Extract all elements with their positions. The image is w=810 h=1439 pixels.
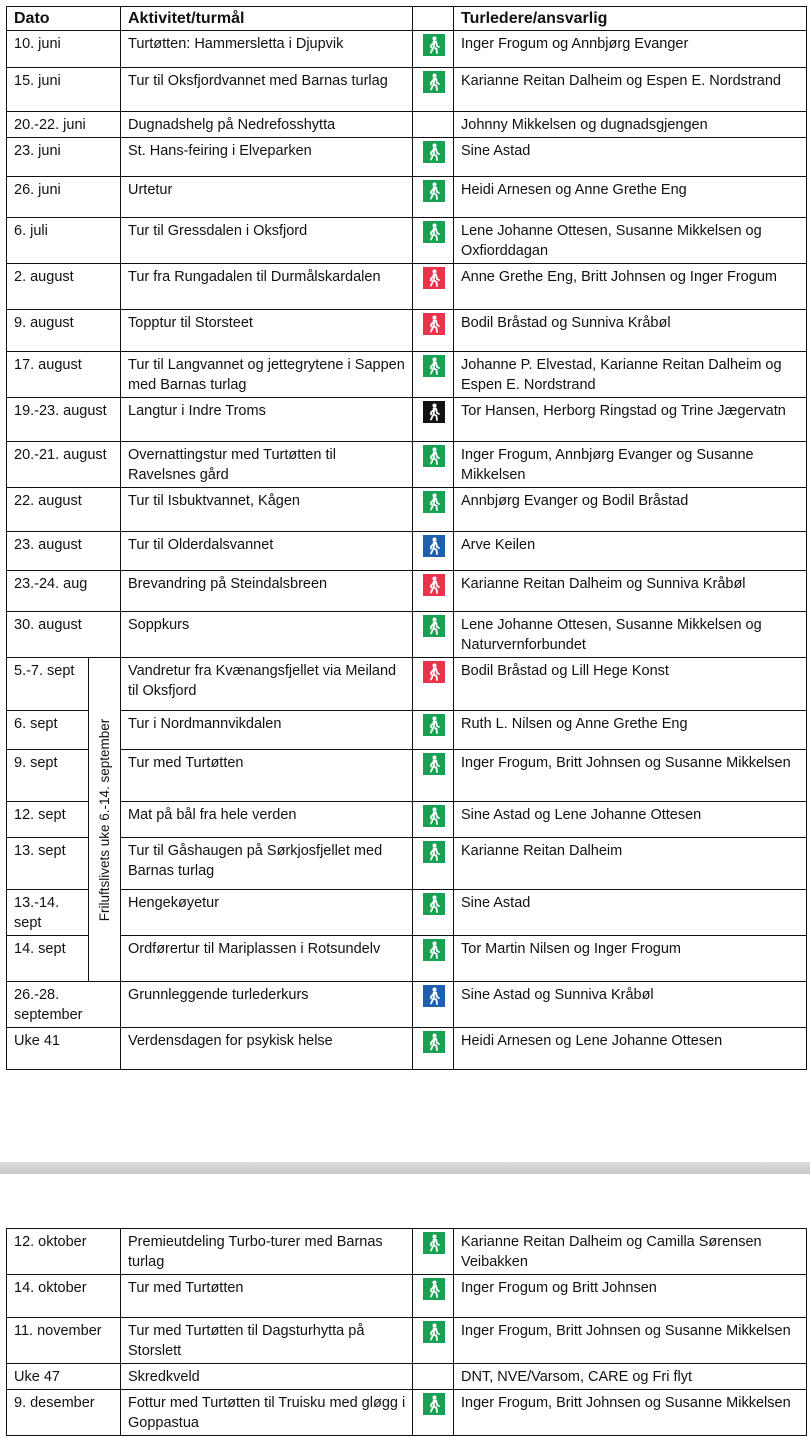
leaders-cell: Heidi Arnesen og Lene Johanne Ottesen [454, 1028, 807, 1070]
activity-cell: Premieutdeling Turbo-turer med Barnas turlag [121, 1229, 413, 1275]
leaders-cell: Karianne Reitan Dalheim og Espen E. Nordstrand [454, 68, 807, 112]
leaders-cell: Inger Frogum og Britt Johnsen [454, 1275, 807, 1318]
activity-cell: Tur til Olderdalsvannet [121, 532, 413, 571]
green-hiker-icon [423, 141, 445, 163]
table-row [7, 571, 807, 612]
green-hiker-icon [423, 893, 445, 915]
leaders-cell: Sine Astad [454, 138, 807, 177]
activity-cell: Vandretur fra Kvænangsfjellet via Meiland til Oksfjord [121, 658, 413, 711]
date-cell: 23.-24. aug [7, 571, 121, 612]
green-hiker-icon [423, 355, 445, 377]
activity-type-cell [413, 442, 454, 488]
table-row [7, 802, 807, 838]
activity-type-cell [413, 398, 454, 442]
activity-cell: Fottur med Turtøtten til Truisku med gløgg i Goppastua [121, 1390, 413, 1436]
leaders-cell: Karianne Reitan Dalheim [454, 838, 807, 890]
leaders-cell: DNT, NVE/Varsom, CARE og Fri flyt [454, 1364, 807, 1390]
activity-cell: Urtetur [121, 177, 413, 218]
activity-type-cell [413, 1028, 454, 1070]
activity-type-cell [413, 711, 454, 750]
header-row [7, 7, 807, 31]
table-row [7, 532, 807, 571]
leaders-cell: Lene Johanne Ottesen, Susanne Mikkelsen og Oxfiorddagan [454, 218, 807, 264]
table-row [7, 1229, 807, 1275]
date-cell: 23. juni [7, 138, 121, 177]
activity-cell: Tur i Nordmannvikdalen [121, 711, 413, 750]
table-row [7, 138, 807, 177]
table-row [7, 352, 807, 398]
activity-type-cell [413, 750, 454, 802]
leaders-cell: Arve Keilen [454, 532, 807, 571]
activity-type-cell [413, 68, 454, 112]
date-cell: 20.-21. august [7, 442, 121, 488]
activity-type-cell [413, 612, 454, 658]
activity-cell: Langtur i Indre Troms [121, 398, 413, 442]
activity-cell: Verdensdagen for psykisk helse [121, 1028, 413, 1070]
black-hiker-icon [423, 401, 445, 423]
friluftsliv-week-label: Friluftslivets uke 6.-14. september [96, 718, 112, 921]
table-row [7, 218, 807, 264]
table-row [7, 612, 807, 658]
leaders-cell: Inger Frogum, Britt Johnsen og Susanne Mikkelsen [454, 1318, 807, 1364]
date-cell: Uke 47 [7, 1364, 121, 1390]
date-cell: 2. august [7, 264, 121, 310]
date-cell: 23. august [7, 532, 121, 571]
green-hiker-icon [423, 753, 445, 775]
table-row [7, 488, 807, 532]
activity-cell: Dugnadshelg på Nedrefosshytta [121, 112, 413, 138]
activity-type-cell [413, 310, 454, 352]
activity-cell: Turtøtten: Hammersletta i Djupvik [121, 31, 413, 68]
table-row [7, 1364, 807, 1390]
leaders-cell: Tor Hansen, Herborg Ringstad og Trine Jægervatn [454, 398, 807, 442]
date-cell: 22. august [7, 488, 121, 532]
activity-type-cell [413, 218, 454, 264]
leaders-cell: Sine Astad og Lene Johanne Ottesen [454, 802, 807, 838]
date-cell: 6. sept [7, 711, 89, 750]
date-cell: 9. desember [7, 1390, 121, 1436]
activity-type-cell [413, 1275, 454, 1318]
table-row [7, 442, 807, 488]
green-hiker-icon [423, 1232, 445, 1254]
green-hiker-icon [423, 1031, 445, 1053]
activity-cell: Tur til Gåshaugen på Sørkjosfjellet med Barnas turlag [121, 838, 413, 890]
date-cell: 19.-23. august [7, 398, 121, 442]
date-cell: 10. juni [7, 31, 121, 68]
activity-type-cell [413, 1390, 454, 1436]
header-leaders: Turledere/ansvarlig [454, 7, 807, 31]
date-cell: 14. oktober [7, 1275, 121, 1318]
activity-type-cell [413, 177, 454, 218]
activity-cell: Ordførertur til Mariplassen i Rotsundelv [121, 936, 413, 982]
date-cell: 17. august [7, 352, 121, 398]
date-cell: 9. sept [7, 750, 89, 802]
leaders-cell: Lene Johanne Ottesen, Susanne Mikkelsen og Naturvernforbundet [454, 612, 807, 658]
leaders-cell: Ruth L. Nilsen og Anne Grethe Eng [454, 711, 807, 750]
leaders-cell: Tor Martin Nilsen og Inger Frogum [454, 936, 807, 982]
table-row [7, 838, 807, 890]
table-row [7, 1318, 807, 1364]
leaders-cell: Heidi Arnesen og Anne Grethe Eng [454, 177, 807, 218]
leaders-cell: Sine Astad [454, 890, 807, 936]
activity-cell: Tur fra Rungadalen til Durmålskardalen [121, 264, 413, 310]
date-cell: 12. oktober [7, 1229, 121, 1275]
table-row [7, 982, 807, 1028]
green-hiker-icon [423, 615, 445, 637]
green-hiker-icon [423, 1321, 445, 1343]
table-row [7, 31, 807, 68]
red-hiker-icon [423, 267, 445, 289]
header-activity: Aktivitet/turmål [121, 7, 413, 31]
table-row [7, 398, 807, 442]
table-row [7, 658, 807, 711]
activity-type-cell [413, 890, 454, 936]
green-hiker-icon [423, 180, 445, 202]
green-hiker-icon [423, 841, 445, 863]
date-cell: Uke 41 [7, 1028, 121, 1070]
activity-type-cell [413, 1364, 454, 1390]
activity-type-cell [413, 352, 454, 398]
activity-type-cell [413, 264, 454, 310]
green-hiker-icon [423, 1278, 445, 1300]
page-separator [0, 1162, 810, 1174]
activity-type-cell [413, 112, 454, 138]
date-cell: 6. juli [7, 218, 121, 264]
table-row [7, 1275, 807, 1318]
leaders-cell: Annbjørg Evanger og Bodil Bråstad [454, 488, 807, 532]
date-cell: 20.-22. juni [7, 112, 121, 138]
activity-cell: St. Hans-feiring i Elveparken [121, 138, 413, 177]
date-cell: 30. august [7, 612, 121, 658]
green-hiker-icon [423, 805, 445, 827]
activity-cell: Mat på bål fra hele verden [121, 802, 413, 838]
table-row [7, 68, 807, 112]
date-cell: 26.-28. september [7, 982, 121, 1028]
green-hiker-icon [423, 714, 445, 736]
activity-cell: Brevandring på Steindalsbreen [121, 571, 413, 612]
date-cell: 14. sept [7, 936, 89, 982]
date-cell: 13.-14. sept [7, 890, 89, 936]
leaders-cell: Inger Frogum, Britt Johnsen og Susanne Mikkelsen [454, 750, 807, 802]
table-row [7, 711, 807, 750]
friluftsliv-week-cell [89, 658, 121, 982]
activity-type-cell [413, 138, 454, 177]
table-row [7, 177, 807, 218]
activity-type-cell [413, 31, 454, 68]
table-row [7, 936, 807, 982]
table-row [7, 890, 807, 936]
activity-type-cell [413, 802, 454, 838]
date-cell: 9. august [7, 310, 121, 352]
schedule-table-autumn [6, 1228, 807, 1436]
table-row [7, 112, 807, 138]
activity-type-cell [413, 488, 454, 532]
date-cell: 12. sept [7, 802, 89, 838]
header-icon [413, 7, 454, 31]
activity-cell: Hengekøyetur [121, 890, 413, 936]
red-hiker-icon [423, 313, 445, 335]
green-hiker-icon [423, 445, 445, 467]
blue-hiker-icon [423, 535, 445, 557]
green-hiker-icon [423, 1393, 445, 1415]
activity-type-cell [413, 571, 454, 612]
activity-cell: Overnattingstur med Turtøtten til Ravelsnes gård [121, 442, 413, 488]
table-row [7, 264, 807, 310]
activity-cell: Tur med Turtøtten til Dagsturhytta på Storslett [121, 1318, 413, 1364]
leaders-cell: Karianne Reitan Dalheim og Camilla Sørensen Veibakken [454, 1229, 807, 1275]
activity-cell: Tur til Gressdalen i Oksfjord [121, 218, 413, 264]
date-cell: 11. november [7, 1318, 121, 1364]
leaders-cell: Bodil Bråstad og Sunniva Kråbøl [454, 310, 807, 352]
leaders-cell: Sine Astad og Sunniva Kråbøl [454, 982, 807, 1028]
green-hiker-icon [423, 939, 445, 961]
green-hiker-icon [423, 221, 445, 243]
header-date: Dato [7, 7, 121, 31]
activity-cell: Soppkurs [121, 612, 413, 658]
activity-type-cell [413, 532, 454, 571]
table-row [7, 1028, 807, 1070]
green-hiker-icon [423, 34, 445, 56]
leaders-cell: Inger Frogum, Britt Johnsen og Susanne Mikkelsen [454, 1390, 807, 1436]
red-hiker-icon [423, 574, 445, 596]
red-hiker-icon [423, 661, 445, 683]
green-hiker-icon [423, 71, 445, 93]
activity-type-cell [413, 658, 454, 711]
leaders-cell: Inger Frogum, Annbjørg Evanger og Susanne Mikkelsen [454, 442, 807, 488]
activity-type-cell [413, 838, 454, 890]
activity-type-cell [413, 936, 454, 982]
activity-type-cell [413, 982, 454, 1028]
leaders-cell: Bodil Bråstad og Lill Hege Konst [454, 658, 807, 711]
leaders-cell: Karianne Reitan Dalheim og Sunniva Kråbøl [454, 571, 807, 612]
activity-cell: Skredkveld [121, 1364, 413, 1390]
date-cell: 5.-7. sept [7, 658, 89, 711]
leaders-cell: Johanne P. Elvestad, Karianne Reitan Dalheim og Espen E. Nordstrand [454, 352, 807, 398]
activity-cell: Tur til Langvannet og jettegrytene i Sappen med Barnas turlag [121, 352, 413, 398]
green-hiker-icon [423, 491, 445, 513]
date-cell: 26. juni [7, 177, 121, 218]
activity-cell: Tur med Turtøtten [121, 1275, 413, 1318]
leaders-cell: Inger Frogum og Annbjørg Evanger [454, 31, 807, 68]
activity-cell: Tur til Isbuktvannet, Kågen [121, 488, 413, 532]
activity-cell: Topptur til Storsteet [121, 310, 413, 352]
table-row [7, 750, 807, 802]
activity-type-cell [413, 1229, 454, 1275]
activity-type-cell [413, 1318, 454, 1364]
activity-cell: Grunnleggende turlederkurs [121, 982, 413, 1028]
activity-cell: Tur til Oksfjordvannet med Barnas turlag [121, 68, 413, 112]
schedule-table-summer [6, 6, 807, 1070]
table-row [7, 310, 807, 352]
date-cell: 15. juni [7, 68, 121, 112]
leaders-cell: Anne Grethe Eng, Britt Johnsen og Inger Frogum [454, 264, 807, 310]
blue-hiker-icon [423, 985, 445, 1007]
activity-cell: Tur med Turtøtten [121, 750, 413, 802]
date-cell: 13. sept [7, 838, 89, 890]
table-row [7, 1390, 807, 1436]
leaders-cell: Johnny Mikkelsen og dugnadsgjengen [454, 112, 807, 138]
